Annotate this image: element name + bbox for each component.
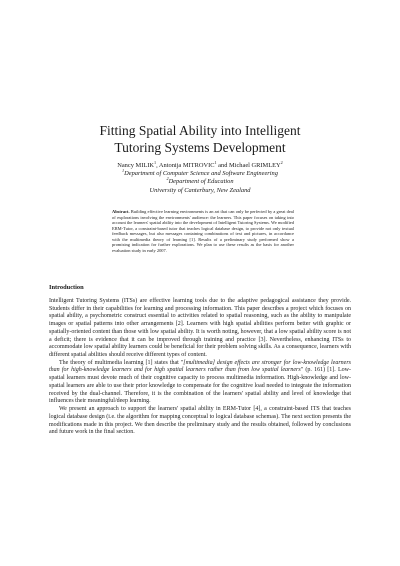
author-3-affil: 2 (280, 159, 283, 165)
title-line-1: Fitting Spatial Ability into Intelligent (99, 123, 301, 138)
affiliation-2 (60, 178, 340, 186)
affiliation-3: University of Canterbury, New Zealand (149, 186, 251, 194)
paragraph-2-lead: The theory of multimedia learning [1] states that " (59, 359, 184, 366)
affiliation-1-text: Department of Computer Science and Software Engineering (124, 170, 278, 178)
paragraph-3: We present an approach to support the learners' spatial ability in ERM-Tutor [4], a constraint-based ITS that teaches logical database design (i.e. the algorithm for mapping conceptual to logical database schemas). The next section presents the modifications made in this project. We then describe the preliminary study and the results obtained, followed by conclusions and future work in the final section. (49, 406, 351, 436)
author-3: Michael GRIMLEY (229, 162, 281, 169)
author-separator-2: and (216, 162, 229, 169)
introduction-body (49, 298, 351, 437)
paragraph-1: Intelligent Tutoring Systems (ITSs) are effective learning tools due to the adaptive pedagogical assistance they provide. Students differ in their capabilities for learning and processing information. This paper describes a project which focuses on spatial ability, a psychometric construct essential to activities related to spatial reasoning, such as the ability to manipulate images or spatial patterns into other arrangements [2]. Learners with high spatial abilities perform better with graphic or spatially-oriented content than those with low spatial ability. It is worth noting, however, that a low spatial ability score is not a deficit; there is evidence that it can be improved through training and practice [3]. Nevertheless, enhancing ITSs to accommodate low spatial ability learners could be beneficial for their problem solving skills. As a consequence, learners with different spatial abilities should receive different types of content. (49, 298, 351, 359)
author-separator-1: , (156, 162, 159, 169)
author-block (60, 159, 340, 195)
title-line-2: Tutoring Systems Development (114, 140, 286, 155)
abstract-text: Building effective learning environments is an art that can only be perfected by a great deal of explorations involving the environments' audience: the learners. This paper focuses on taking into account the learners' spatial ability into the development of Intelligent Tutoring Systems. We modified ERM-Tutor, a constraint-based tutor that teaches logical database design, to provide not only textual feedback messages, but also messages containing combinations of text and pictures, in accordance with the multimedia theory of learning [1]. Results of a preliminary study performed show a promising indication for further explorations. We plan to use these results as the basis for another evaluation study in early 2007. (112, 209, 294, 253)
paragraph-2 (49, 360, 351, 406)
author-2: Antonija MITROVIC (158, 162, 215, 169)
affiliation-2-marker: 2 (166, 176, 169, 182)
author-list (60, 159, 340, 170)
paragraph-2-quote: [multimedia] design effects are stronger for low-knowledge learners than for high-knowledge learners and for high spatial learners rather than from low spatial learners (49, 359, 351, 374)
abstract (112, 209, 294, 253)
affiliation-2-text: Department of Education (168, 178, 234, 186)
author-2-affil: 1 (214, 159, 217, 165)
paragraph-2-rest: " (p. 161) [1]. Low-spatial learners must devote much of their cognitive capacity to process multimedia information. High-knowledge and low-spatial learners are able to use their prior knowledge to compensate for the cognitive load needed to integrate the information received by the dual-channel. Therefore, it is the combination of the learners' spatial ability and level of knowledge that influences their meaningful/deep learning. (49, 367, 351, 405)
paper-title (40, 122, 360, 156)
author-1: Nancy MILIK (117, 162, 154, 169)
author-1-affil: 1 (153, 159, 157, 165)
affiliation-1-marker: 1 (122, 168, 125, 174)
section-heading-introduction: Introduction (49, 284, 84, 291)
abstract-label: Abstract. (112, 209, 130, 214)
